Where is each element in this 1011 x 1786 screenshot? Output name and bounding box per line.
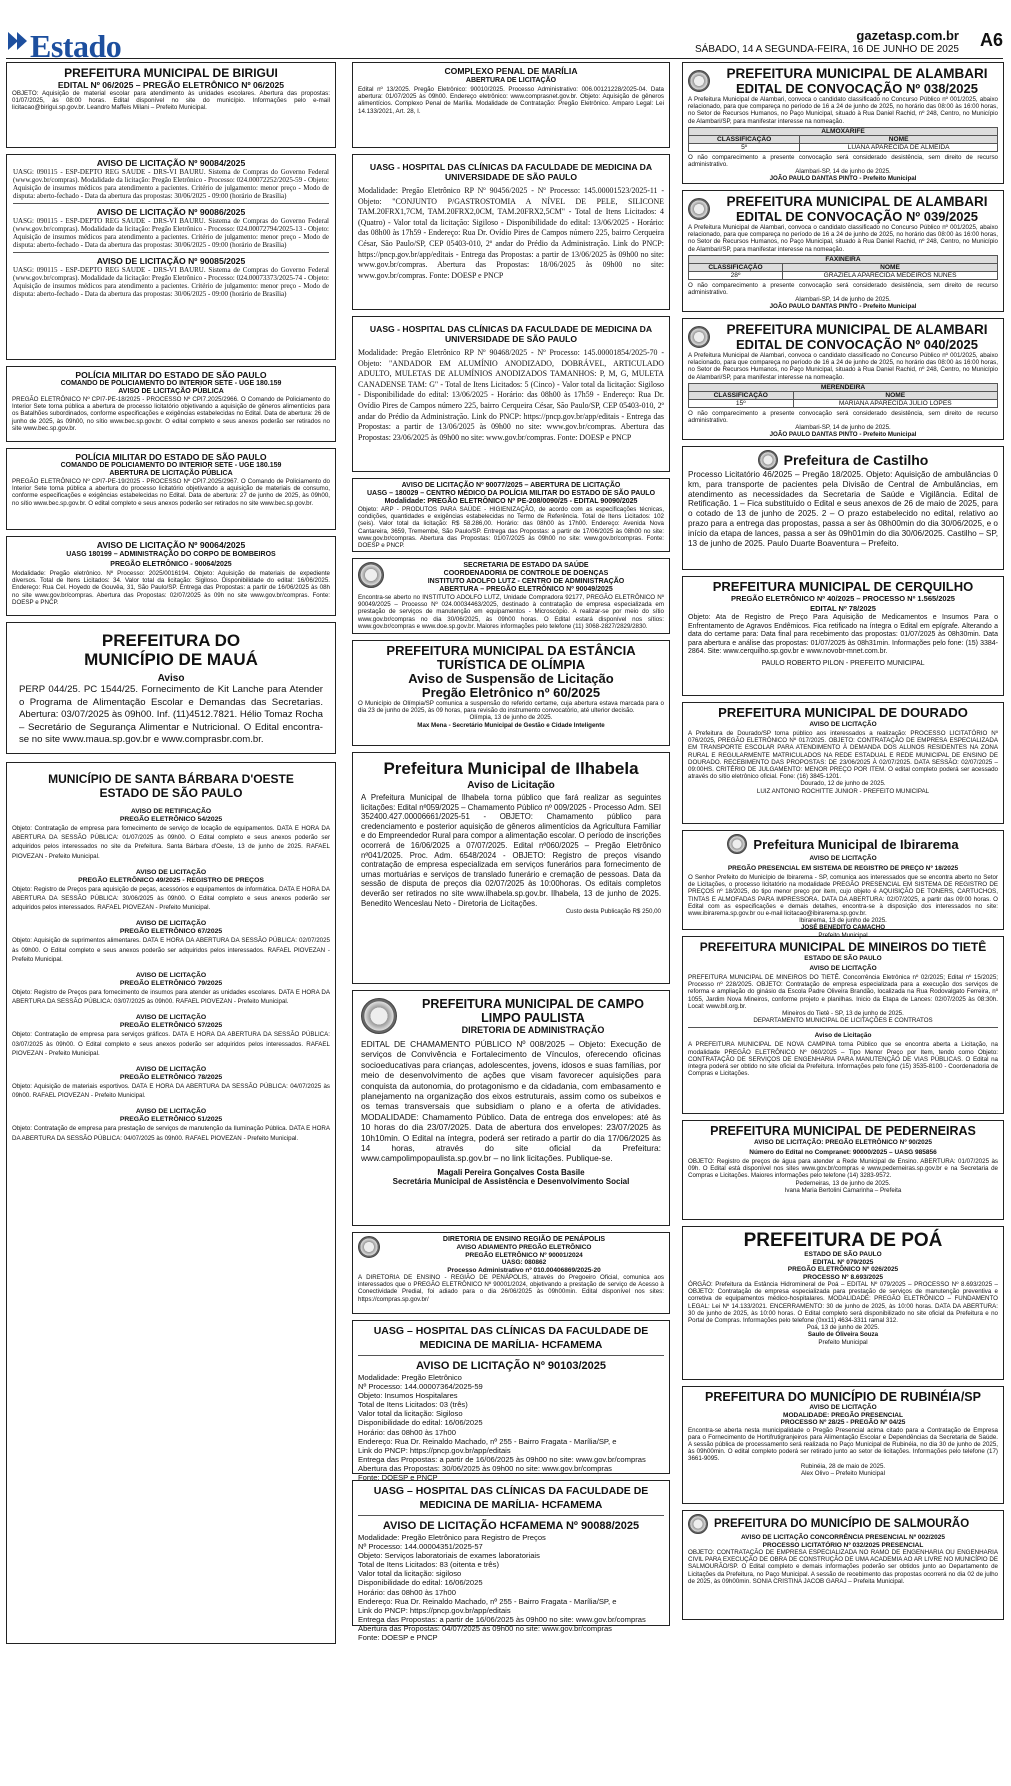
notice-subtitle: COMANDO DE POLICIAMENTO DO INTERIOR SETE - UGE 180.159 bbox=[60, 380, 282, 387]
notice-signer-role: Secretária Municipal de Assistência e Desenvolvimento Social bbox=[392, 1176, 630, 1186]
notice-signer-role: Prefeito Municipal bbox=[818, 1338, 868, 1346]
convocation-table bbox=[688, 255, 998, 280]
notice-subtitle-3: PROCESSO Nº 28/25 - PREGÃO Nº 04/25 bbox=[780, 1419, 906, 1426]
pm-medical-notice bbox=[352, 478, 670, 552]
notice-subtitle-2: EDITAL Nº 079/2025 bbox=[812, 1258, 874, 1266]
notice-title: PREFEITURA MUNICIPAL DE ALAMBARI bbox=[726, 322, 988, 337]
sbo-item-body: Objeto: Aquisição de suprimentos alimentares. DATA E HORA DA ABERTURA DA SESSÃO PÚBLICA: 02/07/2025 às 09h00. O Edital completo e seus anexos poderão ser adquiridos pelos interessados. RAFAEL PIOVEZAN - Prefeito Municipal. bbox=[12, 937, 330, 963]
notice-date: Alambari-SP, 14 de junho de 2025. bbox=[795, 168, 891, 176]
notice-line: Horário: das 08h00 às 17h00 bbox=[358, 1427, 456, 1437]
nova-campina-body: A PREFEITURA MUNICIPAL DE NOVA CAMPINA torna Público que se encontra aberta a Licitação, na modalidade PREGÃO ELETRÔNICO Nº 060/2025 – Tipo Menor Preço por Item, tendo como Objeto: CONTRATAÇÃO DE SERVIÇOS DE ENGENHARIA PARA MANUTENÇÃO DE VIAS PÚBLICAS. O Edital na íntegra poderá ser obtido no site oficial da Prefeitura. Informações pelo fone (15) 3535-8100 - Coordenadoria de Compras e Licitações. bbox=[688, 1041, 998, 1078]
notice-line: Endereço: Rua Dr. Reinaldo Machado, nº 255 - Bairro Fragata - Marília/SP, e bbox=[358, 1596, 617, 1606]
notice-signature: JOSÉ BENEDITO CAMACHO bbox=[800, 924, 886, 932]
notice-body: A DIRETORIA DE ENSINO - REGIÃO DE PENÁPOLIS, através do Pregoeiro Oficial, comunica aos interessados que o PREGÃO ELETRÔNICO Nº 90001/2024, objetivando a prestação de serviço de Acesso à Conectividade Predial, foi adiado para o dia 26/06/2025 às 09h00min. Edital disponível nos sites: https://compras.sp.gov.br/ bbox=[358, 1274, 664, 1303]
sbo-item-sub: PREGÃO ELETRÔNICO 79/2025 bbox=[119, 980, 223, 988]
notice-subtitle: COMANDO DE POLICIAMENTO DO INTERIOR SETE - UGE 180.159 bbox=[60, 462, 282, 469]
notice-body: ÓRGÃO: Prefeitura da Estância Hidromineral de Poá – EDITAL Nº 079/2025 – PROCESSO Nº 8.693/2025 – OBJETO: Contratação de empresa especializada para prestação de serviços de manutenção preventiva e corretiva de equipamentos médico-hospitalares. MODALIDADE: PREGÃO ELETRÔNICO – FUNDAMENTO LEGAL: Lei Nº 14.133/2021. ENCERRAMENTO: 30 de junho de 2025, às 10:00 horas. DATA DA ABERTURA: 30 de junho de 2025, às 10:00 horas. O Edital completo será disponibilizado no site oficial da Prefeitura e no Portal de Compras. Informações pelo telefone (0xx11) 4634-3311 ramal 312. bbox=[688, 1281, 998, 1325]
notice-line: Objeto: Serviços laboratoriais de exames laboratoriais bbox=[358, 1551, 540, 1561]
notice-subtitle-2: ABERTURA DE LICITAÇÃO PÚBLICA bbox=[109, 470, 233, 477]
notice-subtitle-2: EDITAL Nº 78/2025 bbox=[810, 604, 876, 613]
notice-line: Horário: das 08h00 às 17h00 bbox=[358, 1587, 456, 1597]
notice-subtitle: AVISO DE LICITAÇÃO bbox=[809, 1404, 877, 1411]
dourado-notice bbox=[682, 702, 1004, 824]
notice-subtitle-2: Número do Edital no Compranet: 90000/2025 – UASG 985856 bbox=[749, 1149, 937, 1156]
notice-title: PREFEITURA MUNICIPAL DE ALAMBARI bbox=[726, 66, 988, 81]
notice-subtitle: EDITAL Nº 06/2025 – PREGÃO ELETRÔNICO Nº 06/2025 bbox=[57, 80, 285, 90]
sbo-item-sub: PREGÃO ELETRÔNICO 51/2025 bbox=[119, 1116, 223, 1124]
notice-date: Ibirarema, 13 de junho de 2025. bbox=[799, 917, 887, 925]
notice-subtitle-2: Modalidade: PREGÃO ELETRÔNICO Nº PE-208/0090/25 - EDITAL 90090/2025 bbox=[384, 498, 638, 505]
cerquilho-notice bbox=[682, 576, 1004, 696]
notice-signature: LUIZ ANTONIO ROCHITTE JUNIOR - PREFEITO MUNICIPAL bbox=[756, 787, 930, 795]
notice-signature: JOÃO PAULO DANTAS PINTO - Prefeito Municipal bbox=[769, 431, 917, 439]
alambari-notice bbox=[682, 62, 1004, 184]
notice-subtitle-2: PREGÃO PRESENCIAL EM SISTEMA DE REGISTRO DE PREÇO Nº 18/2025 bbox=[727, 865, 959, 872]
notice-title: PREFEITURA MUNICIPAL DE CAMPO LIMPO PAULISTA bbox=[422, 997, 644, 1025]
notice-signature: Magali Pereira Gonçalves Costa Basile bbox=[437, 1167, 585, 1177]
notice-body: A Prefeitura Municipal de Ilhabela torna público que fará realizar as seguintes licitações: Edital nº059/2025 – Chamamento Público nº 009/2025 - Processo Adm. SEI 352400.427.00006661/2025-51 - OBJETO: Chamamento público para credenciamento e posterior aquisição de gêneros alimentícios da Agricultura Familiar e do Empreendedor Rural para compor a alimentação escolar. O período de inscrições ocorrerá de 16/06/2025 a 07/07/2025. Edital nº060/2025 – Pregão Eletrônico nº041/2025. Proc. Adm. 6548/2024 - OBJETO: Registro de preços visando contratação de empresa especializada em serviços funerários para fornecimento de urnas mortuárias e serviços de translado funerário e cremação de pessoas. Data da sessão de disputa de preços dia 02/07/2025 às 10:00horas. Os editais completos deverão ser retirados no site www.ilhabela.sp.gov.br. Ilhabela, 13 de junho de 2025. Benedito Wenceslau Neto - Diretoria de Licitações. bbox=[361, 793, 661, 908]
notice-body: UASG: 090115 - ESP-DEPTO REG SAUDE - DRS-VI BAURU. Sistema de Compras do Governo Federal (www.gov.br/compras). Modalidade da licitação: Pregão Eletrônico - Processo: 024.00072252/2025-59 - Objeto: Aquisição de insumos médicos para atendimento a pacientes. Critério de julgamento: menor preço - Modo de disputa: aberto-fechado - Data da abertura das propostas: 30/06/2025 - 09:00 (horário de Brasília) bbox=[13, 168, 329, 200]
notice-body: UASG: 090115 - ESP-DEPTO REG SAUDE - DRS-VI BAURU. Sistema de Compras do Governo Federal (www.gov.br/compras). Modalidade da licitação: Pregão Eletrônico - Processo: 024.00073373/2025-74 - Objeto: Aquisição de insumos médicos para atendimento a pacientes. Critério de julgamento: menor preço - Modo de disputa: aberto-fechado - Data da abertura das propostas: 30/06/2025 - 09:00 (horário de Brasília) bbox=[13, 266, 329, 298]
hcfamema-notice-2 bbox=[352, 1480, 670, 1643]
notice-title: UASG – HOSPITAL DAS CLÍNICAS DA FACULDADE DE MEDICINA DE MARÍLIA- HCFAMEMA bbox=[373, 1325, 649, 1351]
notice-subtitle-4: Processo Administrativo nº 010.00406869/2025-20 bbox=[447, 1266, 601, 1274]
notice-signature: Max Mena - Secretário Municipal de Gestão e Cidade Inteligente bbox=[417, 721, 605, 729]
notice-lines bbox=[358, 1373, 664, 1482]
sbo-item-head: AVISO DE LICITAÇÃO bbox=[135, 1066, 207, 1074]
ibirarema-notice bbox=[682, 830, 1004, 939]
pm-notice-1 bbox=[6, 366, 336, 442]
notice-note: O não comparecimento a presente convocação será considerado desistência, sem direito de recurso administrativo. bbox=[688, 409, 998, 425]
notice-line: Endereço: Rua Dr. Reinaldo Machado, nº 255 - Bairro Fragata - Marília/SP, e bbox=[358, 1436, 617, 1446]
notice-subtitle: Aviso bbox=[157, 673, 185, 684]
notice-body: Modalidade: Pregão eletrônico. Nº Processo: 2025/0016194. Objeto: Aquisição de materiais de expediente diversos. Total de Itens Licitados: 34. Valor total da licitação: Sigiloso. Disponibilidade do edital: 16/06/2025. Endereço: Rua Cel. Hoyedo de Gouvêa, 31, São Paulo/SP. Entrega das Propostas: a partir de 16/06/2025 às 08h no site www.gov.br/compras. Abertura das Propostas: 02/07/2025 às 09h no site www.gov.br/compras. Fonte: DOESP e PNCP. bbox=[12, 570, 330, 606]
notice-date: Olímpia, 13 de junho de 2025. bbox=[469, 714, 553, 722]
column-2 bbox=[352, 62, 670, 1643]
table-cell: 5º bbox=[689, 143, 800, 151]
notice-title: PREFEITURA MUNICIPAL DE CERQUILHO bbox=[712, 579, 974, 594]
hcfamema-notice-1 bbox=[352, 1320, 670, 1483]
aviso-90084 bbox=[13, 158, 329, 200]
hc-usp-notice-1 bbox=[352, 154, 670, 310]
municipal-crest-icon bbox=[688, 70, 710, 92]
sbo-item-body: Objeto: Registro de Preços para fornecimento de insumos para atender as unidades escolares. DATA E HORA DA ABERTURA DA SESSÃO PÚBLICA: 03/07/2025 às 09h00. RAFAEL PIOVEZAN - Prefeito Municipal. bbox=[12, 989, 330, 1006]
notice-line: Disponibilidade do edital: 16/06/2025 bbox=[358, 1578, 483, 1588]
rubineia-notice bbox=[682, 1386, 1004, 1504]
olimpia-notice bbox=[352, 640, 670, 746]
col-header: CLASSIFICAÇÃO bbox=[689, 391, 794, 399]
notice-line: Link do PNCP: https://pncp.gov.br/app/editais bbox=[358, 1445, 511, 1455]
notice-body: Edital nº 13/2025. Pregão Eletrônico: 90010/2025. Processo Administrativo: 006.00121228/2025-04. Data abertura: 01/07/2025 às 09h00. Endereço eletrônico: www.comprasnet.gov.br. Objeto: Aquisição de gêneros alimentícios. Complexo Penal de Marília. Modalidade de Contratação: Pregão Eletrônico. Amparo Legal: Lei 14.133/2021, Art. 28, I. bbox=[358, 86, 664, 115]
notice-title: UASG - HOSPITAL DAS CLÍNICAS DA FACULDADE DE MEDICINA DA UNIVERSIDADE DE SÃO PAULO bbox=[369, 324, 653, 344]
notice-signature: Alex Olivo – Prefeito Municipal bbox=[801, 1469, 885, 1477]
notice-subtitle: UASG 180199 – ADMINISTRAÇÃO DO CORPO DE BOMBEIROS bbox=[66, 551, 276, 558]
col-header: CLASSIFICAÇÃO bbox=[689, 263, 783, 271]
sbo-item-sub: PREGÃO ELETRÔNICO 67/2025 bbox=[119, 928, 223, 936]
col-header: NOME bbox=[800, 135, 998, 143]
notice-subtitle: AVISO DE LICITAÇÃO: PREGÃO ELETRÔNICO Nº 90/2025 bbox=[753, 1139, 933, 1146]
notice-subtitle: AVISO DE LICITAÇÃO CONCORRÊNCIA PRESENCIAL Nº 002/2025 bbox=[740, 1534, 946, 1541]
notice-body: Processo Licitatório 46/2025 – Pregão 18/2025. Objeto: Aquisição de ambulâncias 0 km, para transporte de pacientes pela Divisão de Central de Ambulâncias, em atendimento as necessidades da Secretaria de Saúde e Vigilância. Edital de Retificação. 1 – Fica substituído o Edital e seus anexos de 26 de maio de 2025, para o cotado de 13 de junho de 2025. 2 – O prazo estabelecido no edital, relativo ao prazo para a entrega das propostas, passa a ser às 08h00min do dia 30/06/2025, e o início da etapa de lances, passa a ser às 09h01min do dia 30/06/2025. Castilho – SP, 13 de junho de 2025. Paulo Duarte Boaventura – Prefeito. bbox=[688, 470, 998, 548]
sbo-item-head: AVISO DE LICITAÇÃO bbox=[135, 1014, 207, 1022]
table-cell: 28º bbox=[689, 271, 783, 279]
notice-subtitle: ESTADO DE SÃO PAULO bbox=[804, 955, 882, 962]
drs-bauru-notices bbox=[6, 154, 336, 360]
sbo-item bbox=[12, 972, 330, 1006]
notice-line: Total de Itens Licitados: 03 (três) bbox=[358, 1400, 468, 1410]
cargo-header: ALMOXARIFE bbox=[689, 127, 998, 135]
section-logo: Estado bbox=[30, 28, 122, 64]
notice-body: Modalidade: Pregão Eletrônico RP Nº 90456/2025 - Nº Processo: 145.00001523/2025-11 - Objeto: "CONJUNTO P/GASTROSTOMIA A NÍVEL DE PELE, SILICONE TAM.20FRX1,7CM, TAM.20FRX2,0CM, TAM.20FRX2,5CM" - Total de Itens Licitados: 4 (Quatro) - Valor total da licitação: Sigiloso - Disponibilidade do edital: 13/06/2025 - Horário: das 08h00 às 17h59 - Endereço: Rua Dr. Ovídio Pires de Campos número 225, bairro Cerqueira César, São Paulo/SP, CEP 05403-010, 2º andar do Prédio da Administração. Link do PNCP: https://pncp.gov.br/app/editais - Entrega das Propostas: a partir de 13/06/2025 às 09h00 no site: www.gov.br/compras. Abertura das Propostas: 18/06/2025 às 09h00 no site: www.gov.br/compras. Fonte: DOESP e PNCP bbox=[358, 186, 664, 280]
notice-title: PREFEITURA MUNICIPAL DE MINEIROS DO TIETÊ bbox=[699, 940, 987, 954]
sbo-item-list bbox=[12, 808, 330, 1143]
notice-date: Pederneiras, 13 de junho de 2025. bbox=[795, 1179, 891, 1187]
notice-lines bbox=[358, 1533, 664, 1642]
notice-line: Total de Itens Licitados: 83 (oitenta e três) bbox=[358, 1560, 499, 1570]
issue-date: SÁBADO, 14 A SEGUNDA-FEIRA, 16 DE JUNHO DE 2025 bbox=[695, 44, 959, 55]
table-cell: LUANA APARECIDA DE ALMEIDA bbox=[800, 143, 998, 151]
sbo-item-body: Objeto: Contratação de empresa para fornecimento de serviço de locação de equipamentos. DATA E HORA DA ABERTURA DA SESSÃO PÚBLICA: 01/07/2025 às 09h00. O Edital completo e seus anexos poderão ser adquiridos pelos interessados no site da Prefeitura. Santa Bárbara d'Oeste, 13 de junho de 2025. RAFAEL PIOVEZAN - Prefeito Municipal. bbox=[12, 825, 330, 860]
sbo-item-sub: PREGÃO ELETRÔNICO 49/2025 - REGISTRO DE PREÇOS bbox=[78, 876, 264, 884]
notice-title: POLÍCIA MILITAR DO ESTADO DE SÃO PAULO bbox=[75, 452, 267, 462]
sbo-item-body: Objeto: Contratação de empresa para prestação de serviços de manutenção da Iluminação Pública. DATA E HORA DA ABERTURA DA SESSÃO PÚBLICA: 04/07/2025 às 09h00. RAFAEL PIOVEZAN - Prefeito Municipal. bbox=[12, 1125, 330, 1142]
notice-title: PREFEITURA MUNICIPAL DA ESTÂNCIA TURÍSTICA DE OLÍMPIA bbox=[386, 643, 636, 672]
cargo-header: FAXINEIRA bbox=[689, 255, 998, 263]
page-number: A6 bbox=[979, 30, 1003, 50]
notice-body: A Prefeitura Municipal de Alambari, convoca o candidato classificado no Concurso Público nº 001/2025, abaixo relacionado, para que compareça no período de 16 a 24 de junho de 2025, no horário das 08:00 às 16:00 horas, no Setor de Recursos Humanos, no Paço Municipal, situado à Rua Daniel Rachid, nº 248, Centro, no Município de Alambari/SP, para manifestar interesse na nomeação. bbox=[688, 224, 998, 253]
notice-line: Entrega das Propostas: a partir de 16/06/2025 às 09h00 no site: www.gov.br/compras bbox=[358, 1614, 646, 1624]
sbo-item bbox=[12, 920, 330, 964]
notice-subtitle-2: Pregão Eletrônico nº 60/2025 bbox=[421, 685, 601, 700]
sbo-item bbox=[12, 808, 330, 861]
municipal-crest-icon bbox=[361, 998, 397, 1034]
notice-title: DIRETORIA DE ENSINO REGIÃO DE PENÁPOLIS bbox=[442, 1236, 606, 1243]
notice-title: PREFEITURA MUNICIPAL DE DOURADO bbox=[718, 705, 968, 720]
salmourao-notice bbox=[682, 1510, 1004, 1620]
mineiros-tiete-notice bbox=[682, 936, 1004, 1114]
sbo-item-head: AVISO DE LICITAÇÃO bbox=[135, 972, 207, 980]
notice-body: Encontra-se aberto no INSTITUTO ADOLFO LUTZ, Unidade Compradora 92177, PREGÃO ELETRÔNICO Nº 90049/2025 – Processo Nº 024.00034463/2025, destinado à contratação de empresa especializada em prestação de serviços de manutenção em equipamentos - Microscópio. A realizar-se por meio do sítio www.gov.br/compras no dia 30/06/2025, às 09h00 horas. O Edital estará disponível nos sítios: www.gov.br/compras e www.doe.sp.gov.br. Maiores informações pelo telefone (11) 3068-2827/2829/2830. bbox=[358, 594, 664, 630]
notice-subtitle: Aviso de Licitação bbox=[467, 780, 555, 791]
notice-line: Abertura das Propostas: 30/06/2025 às 09h00 no site: www.gov.br/compras bbox=[358, 1463, 612, 1473]
notice-subtitle: AVISO DE LICITAÇÃO Nº 90103/2025 bbox=[415, 1360, 607, 1372]
notice-subtitle: EDITAL DE CONVOCAÇÃO Nº 038/2025 bbox=[736, 81, 978, 96]
notice-body: Encontra-se aberta nesta municipalidade o Pregão Presencial acima citado para a Contratação de Empresa para o Fornecimento de Hortifrutigranjeiros para Alimentação Escolar e Dependências da Secretaria de Saúde. A sessão pública de processamento será realizada no Paço Municipal de Rubinéia, no dia 30 de junho de 2025, às 09h00min. O edital completo poderá ser retirado junto ao setor de licitações. Informações pelo telefone (17) 3661-9095. bbox=[688, 1426, 998, 1463]
notice-line: Valor total da licitação: Sigiloso bbox=[358, 1409, 463, 1419]
notice-title: Prefeitura Municipal de Ilhabela bbox=[383, 759, 639, 778]
notice-date: Dourado, 12 de junho de 2025. bbox=[800, 780, 886, 788]
notice-title: UASG – HOSPITAL DAS CLÍNICAS DA FACULDADE DE MEDICINA DE MARÍLIA- HCFAMEMA bbox=[373, 1485, 649, 1511]
page-header bbox=[0, 0, 1011, 64]
notice-signature: Saulo de Oliveira Souza bbox=[807, 1331, 879, 1339]
notice-line: Disponibilidade do edital: 16/06/2025 bbox=[358, 1418, 483, 1428]
sbo-item-body: Objeto: Aquisição de materiais esportivos. DATA E HORA DA ABERTURA DA SESSÃO PÚBLICA: 04/07/2025 às 09h00. RAFAEL PIOVEZAN - Prefeito Municipal. bbox=[12, 1083, 330, 1100]
notice-subtitle: AVISO DE LICITAÇÃO HCFAMEMA Nº 90088/2025 bbox=[382, 1520, 640, 1532]
sbo-item-head: AVISO DE LICITAÇÃO bbox=[135, 920, 207, 928]
notice-note: O não comparecimento a presente convocação será considerado desistência, sem direito de recurso administrativo. bbox=[688, 281, 998, 297]
alambari-notice bbox=[682, 190, 1004, 312]
notice-title: UASG - HOSPITAL DAS CLÍNICAS DA FACULDADE DE MEDICINA DA UNIVERSIDADE DE SÃO PAULO bbox=[369, 162, 653, 182]
notice-title: MUNICÍPIO DE SANTA BÁRBARA D'OESTE bbox=[48, 772, 294, 786]
sbo-item-body: Objeto: Contratação de empresa para serviços gráficos. DATA E HORA DA ABERTURA DA SESSÃO PÚBLICA: 03/07/2025 às 09h00. O Edital completo e seus anexos poderão ser adquiridos pelos interessados. RAFAEL PIOVEZAN - Prefeito Municipal. bbox=[12, 1031, 330, 1057]
notice-subtitle: EDITAL DE CONVOCAÇÃO Nº 040/2025 bbox=[736, 337, 978, 352]
header-rule bbox=[6, 58, 1003, 59]
notice-title: AVISO DE LICITAÇÃO Nº 90085/2025 bbox=[96, 256, 246, 266]
convocation-table bbox=[688, 127, 998, 152]
notice-body: A Prefeitura Municipal de Alambari, convoca o candidato classificado no Concurso Público nº 001/2025, abaixo relacionado, para que compareça no período de 16 a 24 de junho de 2025, no horário das 08:00 às 16:00 horas, no Setor de Recursos Humanos, no Paço Municipal, situado à Rua Daniel Rachid, nº 248, Centro, no Município de Alambari/SP, para manifestar interesse na nomeação. bbox=[688, 96, 998, 125]
notice-body: PREGÃO ELETRÔNICO Nº CPI7-PE-18/2025 - PROCESSO Nº CPI7.2025/2966. O Comando de Policiamento do Interior Sete torna pública a abertura de processo licitatório objetivando a aquisição de gêneros alimentícios para os Batalhões subordinados, conforme especificações e exigências estabelecidas no Edital. Data de abertura: 26 de junho de 2025, às 09h00, no sítio www.bec.sp.gov.br. O edital completo e seus anexos poderão ser retirados no site www.bec.sp.gov.br. bbox=[12, 396, 330, 432]
sbo-item-body: Objeto: Registro de Preços para aquisição de peças, acessórios e equipamentos de informática. DATA E HORA DA ABERTURA DA SESSÃO PÚBLICA: 30/06/2025 às 09h00. O Edital completo e seus anexos poderão ser adquiridos pelos interessados. RAFAEL PIOVEZAN - Prefeito Municipal. bbox=[12, 885, 330, 912]
notice-body: Objeto: ARP - PRODUTOS PARA SAÚDE - HIGIENIZAÇÃO, de acordo com as especificações técnicas, condições, quantidades e exigências estabelecidas no Termo de Referência. Total de Itens Licitados: 102 (seis). Valor total da licitação: R$ 58.286,00. Horário: das 08h00 às 17h00. Endereço: Avenida Nova Cantareira, 3659, Tremembé, São Paulo/SP. Entrega das Propostas: a partir de 17/06/2025 às 08h00 no site: www.gov.br/compras. Abertura das Propostas: 01/07/2025 às 09h00 no site: www.gov.br/compras. Fonte: DOESP e PNCP. bbox=[358, 506, 664, 550]
nova-campina-title: Aviso de Licitação bbox=[814, 1032, 872, 1040]
notice-title: POLÍCIA MILITAR DO ESTADO DE SÃO PAULO bbox=[75, 370, 267, 380]
notice-body: PREGÃO ELETRÔNICO Nº CPI7-PE-19/2025 - PROCESSO Nº CPI7.2025/2967. O Comando de Policiamento do Interior Sete torna pública a abertura do processo licitatório objetivando a aquisição de materiais de consumo, conforme especificações e exigências estabelecidas no Edital. Data de abertura: 27 de junho de 2025, às 09h00, no sítio www.bec.sp.gov.br. O edital completo e seus anexos poderão ser retirados no site www.bec.sp.gov.br. bbox=[12, 478, 330, 507]
notice-title: PREFEITURA DO MUNICÍPIO DE RUBINÉIA/SP bbox=[705, 1390, 981, 1404]
pederneiras-notice bbox=[682, 1120, 1004, 1220]
notice-body: PERP 044/25. PC 1544/25. Fornecimento de Kit Lanche para Atender o Programa de Alimentação Escolar e Demandas das Secretarias. Abertura: 03/07/2025 às 09h00. Inf. (11)4512.7821. Hélio Tomaz Rocha – Secretário de Segurança Alimentar e Nutricional. O Edital encontra-se no site www.maua.sp.gov.br e www.comprasbr.com.br. bbox=[19, 684, 323, 746]
sbo-item-head: AVISO DE LICITAÇÃO bbox=[135, 868, 207, 876]
sbo-item-head: AVISO DE RETIFICAÇÃO bbox=[130, 808, 212, 815]
table-cell: GRAZIELA APARECIDA MEDEIROS NUNES bbox=[783, 271, 998, 279]
notice-line: Abertura das Propostas: 04/07/2025 às 09h00 no site: www.gov.br/compras bbox=[358, 1623, 612, 1633]
notice-title: PREFEITURA MUNICIPAL DE BIRIGUI bbox=[64, 66, 278, 80]
table-cell: 15º bbox=[689, 399, 794, 407]
notice-body: Objeto: Ata de Registro de Preço Para Aquisição de Medicamentos e Insumos Para o Enfrentamento de Agravos Endêmicos. Fica retificado na íntegra o Edital em epígrafe. Alterando a data do certame para: Data final para recebimento das propostas: 01/07/2025 às 08h30min. Data para abertura e análise das propostas: 01/07/2025 às 08h31min. Informações pelo fone: (15) 3384-2864. Site: www.cerquilho.sp.gov.br e www.novobr-mnet.com.br. bbox=[688, 614, 998, 656]
notice-subtitle: AVISO DE LICITAÇÃO bbox=[809, 855, 877, 862]
column-1 bbox=[6, 62, 336, 1650]
notice-signer-role: Prefeito Municipal bbox=[818, 931, 868, 939]
table-cell: MARIANA APARECIDA JULIO LOPES bbox=[793, 399, 997, 407]
cargo-header: MERENDEIRA bbox=[689, 383, 998, 391]
notice-date: Poá, 13 de junho de 2025. bbox=[806, 1324, 880, 1332]
notice-subtitle-2: AVISO DE LICITAÇÃO bbox=[809, 965, 877, 972]
notice-line: Valor total da licitação: sigiloso bbox=[358, 1569, 462, 1579]
notice-body: PREFEITURA MUNICIPAL DE MINEIROS DO TIETÊ. Concorrência Eletrônica nº 02/2025; Edital nº 15/2025; Processo nº 228/2025. OBJETO: Contratação de empresa especializada para a execução dos serviços de reforma e ampliação do ginásio da Escola Padre Oliveira Brandão, localizada na Rua Rodovalgato Ferreira, nº 1055, Jardim Nova Mineiros, conforme projeto e planilhas. Inicio da Etapa de Lances: 02/07/2025 às 08:30h. Local: www.bll.org.br. bbox=[688, 974, 998, 1010]
notice-title: Prefeitura Municipal de Ibirarema bbox=[753, 836, 959, 852]
notice-date: Alambari-SP, 14 de junho de 2025. bbox=[795, 296, 891, 304]
notice-subtitle: ABERTURA DE LICITAÇÃO bbox=[465, 77, 557, 84]
notice-subtitle-3: UASG: 080862 bbox=[501, 1259, 547, 1266]
convocation-table bbox=[688, 383, 998, 408]
notice-body: OBJETO: Registro de preços de água para atender a Rede Municipal de Ensino. ABERTURA: 01/07/2025 às 09h. O Edital está disponível nos sites www.gov.br/compras e www.pederneiras.sp.gov.br e na Secretaria de Compras e Licitações. Maiores informações pelo telefone (14) 3283-9572. bbox=[688, 1158, 998, 1180]
sbo-item bbox=[12, 1014, 330, 1058]
sbo-item bbox=[12, 1066, 330, 1100]
notice-title: AVISO DE LICITAÇÃO Nº 90064/2025 bbox=[96, 540, 246, 550]
bombeiros-notice bbox=[6, 536, 336, 616]
notice-line: Nº Processo: 144.00004351/2025-57 bbox=[358, 1542, 483, 1552]
notice-title: PREFEITURA DE POÁ bbox=[743, 1230, 943, 1251]
notice-date: Rubinéia, 28 de maio de 2025. bbox=[800, 1462, 886, 1470]
ensino-penapolis-notice bbox=[352, 1232, 670, 1314]
municipal-crest-icon bbox=[688, 326, 710, 348]
penal-marilia-notice bbox=[352, 62, 670, 148]
maua-notice bbox=[6, 622, 336, 754]
notice-subtitle: UASG – 180029 – CENTRO MÉDICO DA POLÍCIA MILITAR DO ESTADO DE SÃO PAULO bbox=[366, 490, 656, 497]
municipal-crest-icon bbox=[758, 450, 778, 470]
aviso-90085 bbox=[13, 256, 329, 298]
notice-title: Prefeitura de Castilho bbox=[783, 452, 929, 468]
notice-body: A Prefeitura Municipal de Alambari, convoca o candidato classificado no Concurso Público nº 001/2025, abaixo relacionado, para que compareça no período de 16 a 24 de junho de 2025, no horário das 08:00 às 16:00 horas, no Setor de Recursos Humanos, no Paço Municipal, situado à Rua Daniel Rachid, nº 248, Centro, no Município de Alambari/SP, para manifestar interesse na nomeação. bbox=[688, 352, 998, 381]
notice-signature: JOÃO PAULO DANTAS PINTO - Prefeito Municipal bbox=[769, 175, 917, 183]
notice-subtitle: PREGÃO ELETRÔNICO Nº 40/2025 – PROCESSO Nº 1.565/2025 bbox=[731, 594, 955, 603]
notice-subtitle-2: AVISO DE LICITAÇÃO PÚBLICA bbox=[118, 388, 224, 395]
notice-title: PREFEITURA DO MUNICÍPIO DE MAUÁ bbox=[84, 631, 258, 669]
alambari-notice bbox=[682, 318, 1004, 440]
notice-signature: Ivana Maria Bertolini Camarinha – Prefeita bbox=[784, 1186, 902, 1194]
notice-title: PREFEITURA DO MUNICÍPIO DE SALMOURÃO bbox=[714, 1518, 970, 1530]
santa-barbara-notices bbox=[6, 762, 336, 1644]
notice-title: COMPLEXO PENAL DE MARÍLIA bbox=[444, 66, 578, 76]
notice-title: PREFEITURA MUNICIPAL DE ALAMBARI bbox=[726, 194, 988, 209]
birigui-notice bbox=[6, 62, 336, 148]
notice-subtitle: Aviso de Suspensão de Licitação bbox=[408, 671, 614, 686]
municipal-crest-icon bbox=[727, 834, 747, 854]
notice-body: O Município de Olímpia/SP comunica a suspensão do referido certame, cuja abertura estava marcada para o dia 23 de junho de 2025, às 09 horas, para revisão do instrumento convocatório, até ulterior decisão. bbox=[358, 700, 664, 715]
notice-line: Entrega das Propostas: a partir de 16/06/2025 às 09h00 no site: www.gov.br/compras bbox=[358, 1454, 646, 1464]
sbo-item bbox=[12, 869, 330, 913]
aviso-90086 bbox=[13, 207, 329, 249]
notice-title: SECRETARIA DE ESTADO DA SAÚDE bbox=[463, 562, 589, 569]
notice-body: OBJETO: CONTRATAÇÃO DE EMPRESA ESPECIALIZADA NO RAMO DE ENGENHARIA OU ENGENHARIA CIVIL PARA EXECUÇÃO DE OBRA DE CONSTRUÇÃO DE UMA ACADEMIA AO AR LIVRE NO MUNICÍPIO DE SALMOURÃO/SP. O Edital completo e demais informações poderão ser obtidos junto ao Departamento de Licitações da Prefeitura, no Paço Municipal. A sessão de recebimento das propostas ocorrerá no dia 02 de julho de 2025, às 09h00min. SONIA CRISTINA JACOB GARAJ – Prefeita Municipal. bbox=[688, 1549, 998, 1585]
notice-subtitle: EDITAL DE CONVOCAÇÃO Nº 039/2025 bbox=[736, 209, 978, 224]
notice-subtitle-2: PROCESSO LICITATÓRIO Nº 032/2025 PRESENCIAL bbox=[762, 1541, 924, 1549]
municipal-crest-icon bbox=[688, 198, 710, 220]
notice-title: AVISO DE LICITAÇÃO Nº 90084/2025 bbox=[96, 158, 246, 168]
notice-line: Fonte: DOESP e PNCP bbox=[358, 1633, 438, 1643]
notice-line: Link do PNCP: https://pncp.gov.br/app/editais bbox=[358, 1605, 511, 1615]
notice-line: Modalidade: Pregão Eletrônico para Registro de Preços bbox=[358, 1533, 546, 1542]
poa-notice bbox=[682, 1226, 1004, 1380]
campo-limpo-notice bbox=[352, 990, 670, 1226]
notice-subtitle-2: INSTITUTO ADOLFO LUTZ - CENTRO DE ADMINISTRAÇÃO bbox=[427, 578, 625, 585]
notice-date: Alambari-SP, 14 de junho de 2025. bbox=[795, 424, 891, 432]
notice-body: Modalidade: Pregão Eletrônico RP Nº 90468/2025 - Nº Processo: 145.00001854/2025-70 - Objeto: "ANDADOR EM ALUMÍNIO ANODIZADO, DOBRÁVEL, ARTICULADO ADULTO, MULETAS DE ALUMÍNIOS ANODIZADOS TAMANHOS: P, M, G, MULETA CANADENSE TAM: G" - Total de Itens Licitados: 5 (Cinco) - Valor total da licitação: Sigiloso - Disponibilidade do edital: 13/06/2025 - Horário: das 08h00 às 17h59 - Endereço: Rua Dr. Ovídio Pires de Campos número 225, bairro Cerqueira César, São Paulo/SP, CEP 05403-010, 2º andar do Prédio da Administração. Link do PNCP: https://pncp.gov.br/app/editais - Entrega das Propostas: a partir de 13/06/2025 às 09h00 no site: www.gov.br/compras. Abertura das Propostas: 23/06/2025 às 09h00 no site: www.gov.br/compras. Fonte: DOESP e PNCP bbox=[358, 348, 664, 442]
notice-line: Fonte: DOESP e PNCP bbox=[358, 1473, 438, 1483]
notice-subtitle: DIRETORIA DE ADMINISTRAÇÃO bbox=[461, 1025, 605, 1035]
notice-subtitle: AVISO DE LICITAÇÃO bbox=[809, 721, 877, 728]
notice-subtitle-3: PREGÃO ELETRÔNICO Nº 026/2025 bbox=[787, 1266, 899, 1273]
notice-title: AVISO DE LICITAÇÃO Nº 90086/2025 bbox=[96, 207, 246, 217]
pm-notice-2 bbox=[6, 448, 336, 530]
notice-line: Nº Processo: 144.00007364/2025-59 bbox=[358, 1382, 483, 1392]
municipal-crest-icon bbox=[688, 1514, 708, 1534]
site-url: gazetasp.com.br bbox=[856, 28, 959, 43]
notice-body: A Prefeitura de Dourado/SP torna público aos interessados a realização: PROCESSO LICITATÓRIO Nº 076/2025, PREGÃO ELETRÔNICO Nº 017/2025. OBJETO: CONTRATAÇÃO DE EMPRESA ESPECIALIZADA EM TRANSPORTE ESCOLAR PARA ATENDIMENTO À DEMANDA DOS ALUNOS RESIDENTES NA ZONA RURAL E REGULARMENTE MATRICULADOS NA REDE ESTADUAL E REDE MUNICIPAL DE ENSINO DE DOURADO. RECEBIMENTO DAS PROPOSTAS: DE 23/06/2025 À 02/07/2025. DATA SESSÃO: 02/07/2025 – 09:00HS. CRITÉRIO DE JULGAMENTO: MENOR PREÇO POR ITEM. O edital completo poderá ser acessado através do sítio eletrônico oficial. Fone: (16) 3845-1201. bbox=[688, 730, 998, 781]
adolfo-lutz-notice bbox=[352, 558, 670, 634]
col-header: CLASSIFICAÇÃO bbox=[689, 135, 800, 143]
notice-subtitle: ESTADO DE SÃO PAULO bbox=[804, 1251, 882, 1258]
notice-body: UASG: 090115 - ESP-DEPTO REG SAUDE - DRS-VI BAURU. Sistema de Compras do Governo Federal (www.gov.br/compras). Modalidade da licitação: Pregão Eletrônico - Processo: 024.00072794/2025-13 - Objeto: Aquisição de insumos médicos para atendimento a pacientes. Critério de julgamento: menor preço - Modo de disputa: aberto-fechado - Data da abertura das propostas: 30/06/2025 - 09:00 (horário de Brasília) bbox=[13, 217, 329, 249]
logo-arrow-icon bbox=[6, 30, 30, 52]
hc-usp-notice-2 bbox=[352, 316, 670, 472]
notice-title: PREFEITURA MUNICIPAL DE PEDERNEIRAS bbox=[710, 1124, 976, 1138]
notice-line: Objeto: Insumos Hospitalares bbox=[358, 1391, 458, 1401]
notice-date: Mineiros do Tietê - SP, 13 de junho de 2025. bbox=[782, 1010, 904, 1018]
notice-line: Modalidade: Pregão Eletrônico bbox=[358, 1373, 462, 1382]
castilho-notice bbox=[682, 446, 1004, 570]
col-header: NOME bbox=[783, 263, 998, 271]
notice-subtitle-2: PREGÃO ELETRÔNICO - 90064/2025 bbox=[110, 561, 232, 568]
notice-note: O não comparecimento a presente convocação será considerado desistência, sem direito de recurso administrativo. bbox=[688, 153, 998, 169]
sbo-item-sub: PREGÃO ELETRÔNICO 54/2025 bbox=[119, 816, 223, 823]
notice-subtitle-4: PROCESSO Nº 8.693/2025 bbox=[802, 1273, 884, 1281]
notice-subtitle: ESTADO DE SÃO PAULO bbox=[99, 786, 243, 800]
notice-subtitle: COORDENADORIA DE CONTROLE DE DOENÇAS bbox=[443, 570, 609, 577]
column-3 bbox=[682, 62, 1004, 1626]
notice-subtitle-2: MODALIDADE: PREGÃO PRESENCIAL bbox=[783, 1411, 903, 1419]
notice-body: OBJETO: Aquisição de material escolar para atendimento às unidades escolares. Abertura das propostas: 01/07/2025, às 08:00 horas. Edital disponível no site do município. Informações pelo e-mail licitacao@birigui.sp.gov.br. Leandro Maffeis Milani – Prefeito Municipal. bbox=[12, 90, 330, 112]
notice-body: EDITAL DE CHAMAMENTO PÚBLICO Nº 008/2025 – Objeto: Execução de serviços de Convivência e Fortalecimento de Vínculos, oferecendo oficinas socioeducativas para crianças, adolescentes, jovens, idosos e suas famílias, por meio de desenvolvimento de ações que visam favorecer aquisições para conquista da autonomia, do protagonismo e da cidadania, com embasamento e planejamento na organização dos eixos estruturais, assim como os subeixos e os temas transversais que subsidiam o plano e a oferta de atividades. MODALIDADE: Chamamento Público. Data de entrega dos envelopes: até às 10 horas do dia 23/07/2025. Data de abertura dos envelopes: 23/07/2025 às 10h10min. O Edital na íntegra, poderá ser retirado a partir do dia 17/06/2025 às 14 horas, através do site oficial da Prefeitura: www.campolimpopaulista.sp.gov.br – no link licitações. Publique-se. bbox=[361, 1039, 661, 1164]
col-header: NOME bbox=[793, 391, 997, 399]
state-seal-icon bbox=[358, 562, 384, 588]
state-seal-icon bbox=[358, 1236, 380, 1258]
notice-subtitle-2: PREGÃO ELETRÔNICO Nº 90001/2024 bbox=[465, 1251, 583, 1259]
notice-subtitle-3: ABERTURA – PREGÃO ELETRÔNICO Nº 90049/2025 bbox=[439, 586, 613, 593]
sbo-item-head: AVISO DE LICITAÇÃO bbox=[135, 1108, 207, 1116]
sbo-item-sub: PREGÃO ELETRÔNICO 57/2025 bbox=[119, 1022, 223, 1030]
notice-title: AVISO DE LICITAÇÃO Nº 90077/2025 – ABERTURA DE LICITAÇÃO bbox=[401, 482, 621, 489]
sbo-item bbox=[12, 1108, 330, 1142]
notice-body: O Senhor Prefeito do Município de Ibirarema - SP, comunica aos interessados que se encontra aberto no Setor de Licitações, o processo licitatório na modalidade PREGÃO PRESENCIAL EM SISTEMA DE REGISTRO DE PREÇOS nº 18/2025, do tipo menor preço por item, cujo objeto é AQUISIÇÃO DE TONERS, CARTUCHOS, TINTAS E ALMOFADAS PARA IMPRESSORA. DATA DA ABERTURA: 02/07/2025, a partir das 09:00 horas. O Edital com as especificações e demais detalhes, encontra-se à disposição dos interessados no site: www.ibirarema.sp.gov.br ou e-mail licitacao@ibirarema.sp.gov.br. bbox=[688, 874, 998, 918]
publication-cost: Custo desta Publicação R$ 250,00 bbox=[565, 908, 661, 916]
notice-subtitle: AVISO ADIAMENTO PREGÃO ELETRÔNICO bbox=[456, 1244, 592, 1251]
notice-signature: DEPARTAMENTO MUNICIPAL DE LICITAÇÕES E CONTRATOS bbox=[753, 1017, 933, 1025]
sbo-item-sub: PREGÃO ELETRÔNICO 78/2025 bbox=[119, 1074, 223, 1082]
ilhabela-notice bbox=[352, 752, 670, 984]
notice-signature: JOÃO PAULO DANTAS PINTO - Prefeito Municipal bbox=[769, 303, 917, 311]
notice-signature: PAULO ROBERTO PILON - PREFEITO MUNICIPAL bbox=[761, 659, 925, 667]
